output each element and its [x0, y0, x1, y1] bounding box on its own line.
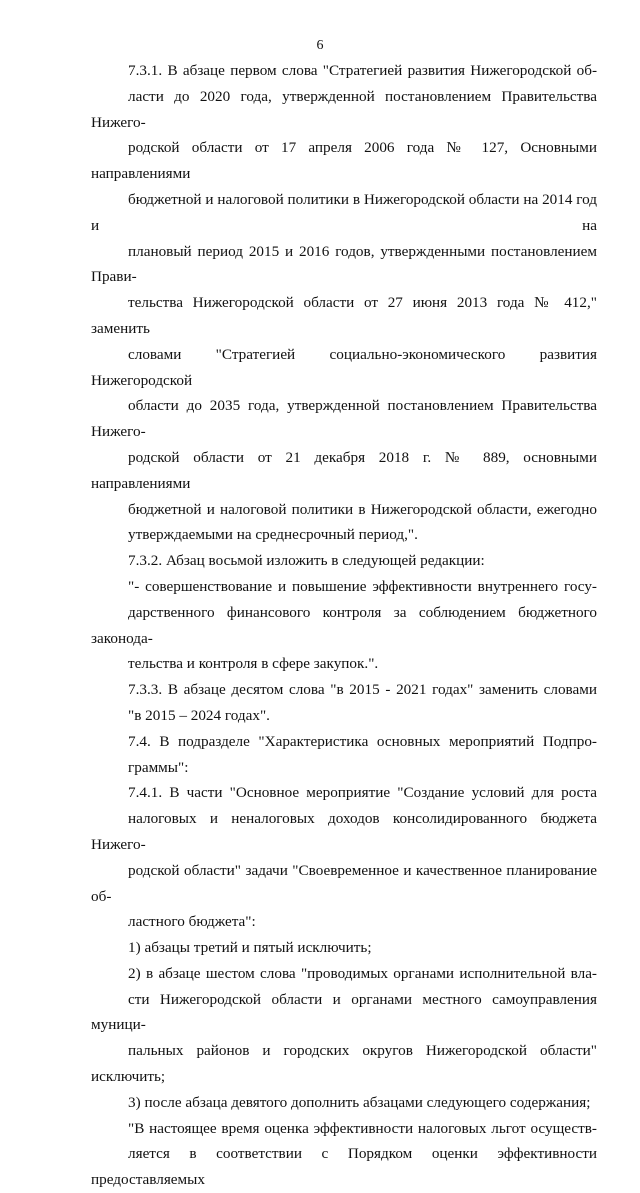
paragraph-p-7-3-1: [91, 58, 597, 548]
document-body: [91, 58, 597, 1193]
text-line: бюджетной и налоговой политики в Нижегородской области, ежегодно: [128, 500, 597, 518]
text-line: "В настоящее время оценка эффективности налоговых льгот осуществ-: [128, 1119, 597, 1137]
paragraph-p-7-4-1: [91, 780, 597, 935]
text-line: бюджетной и налоговой политики в Нижегородской области на 2014 год и на: [91, 190, 597, 234]
text-line: тельства и контроля в сфере закупок.".: [128, 655, 379, 673]
paragraph-p-7-3-2: [91, 548, 597, 574]
text-line: 7.3.3. В абзаце десятом слова "в 2015 - 2021 годах" заменить словами: [128, 681, 597, 699]
text-line: словами "Стратегией социально-экономического развития Нижегородской: [91, 345, 597, 389]
paragraph-p-7-3-2-quote: [91, 574, 597, 677]
paragraph-p-quote-final: [91, 1116, 597, 1193]
text-line: пальных районов и городских округов Нижегородской области" исключить;: [91, 1042, 597, 1086]
text-line: плановый период 2015 и 2016 годов, утвержденными постановлением Прави-: [91, 242, 597, 286]
text-line: утверждаемыми на среднесрочный период,".: [128, 526, 418, 544]
paragraph-p-item-2: [91, 961, 597, 1090]
text-line: граммы":: [128, 758, 189, 776]
text-line: родской области от 21 декабря 2018 г. № 889, основными направлениями: [91, 448, 597, 492]
text-line: 7.3.1. В абзаце первом слова "Стратегией развития Нижегородской об-: [128, 62, 597, 79]
text-line: дарственного финансового контроля за соблюдением бюджетного законода-: [91, 603, 597, 647]
text-line: 7.4.1. В части "Основное мероприятие "Создание условий для роста: [128, 784, 597, 802]
text-line: тельства Нижегородской области от 27 июня 2013 года № 412," заменить: [91, 294, 597, 337]
paragraph-p-item-3: [91, 1090, 597, 1116]
text-line: области до 2035 года, утвержденной постановлением Правительства Нижего-: [91, 397, 597, 441]
paragraph-p-item-1: [91, 935, 597, 961]
page-number: 6: [316, 38, 324, 53]
text-line: 1) абзацы третий и пятый исключить;: [128, 939, 372, 957]
text-line: ляется в соответствии с Порядком оценки эффективности предоставляемых: [91, 1145, 597, 1189]
paragraph-p-7-3-3: [91, 677, 597, 729]
text-line: "в 2015 – 2024 годах".: [128, 706, 270, 724]
text-line: 7.3.2. Абзац восьмой изложить в следующей редакции:: [128, 552, 485, 570]
paragraph-p-7-4: [91, 729, 597, 781]
text-line: 3) после абзаца девятого дополнить абзацами следующего содержания;: [128, 1093, 591, 1111]
text-line: 2) в абзаце шестом слова "проводимых органами исполнительной вла-: [128, 964, 597, 982]
text-line: ластного бюджета":: [128, 913, 256, 931]
text-line: родской области" задачи "Своевременное и качественное планирование об-: [91, 861, 597, 905]
text-line: родской области от 17 апреля 2006 года № 127, Основными направлениями: [91, 139, 597, 183]
text-line: 7.4. В подразделе "Характеристика основных мероприятий Подпро-: [128, 732, 597, 750]
text-line: "- совершенствование и повышение эффективности внутреннего госу-: [128, 577, 597, 595]
text-line: ласти до 2020 года, утвержденной постановлением Правительства Нижего-: [91, 87, 597, 131]
text-line: сти Нижегородской области и органами местного самоуправления муници-: [91, 990, 597, 1034]
text-line: налоговых и неналоговых доходов консолидированного бюджета Нижего-: [91, 810, 597, 853]
